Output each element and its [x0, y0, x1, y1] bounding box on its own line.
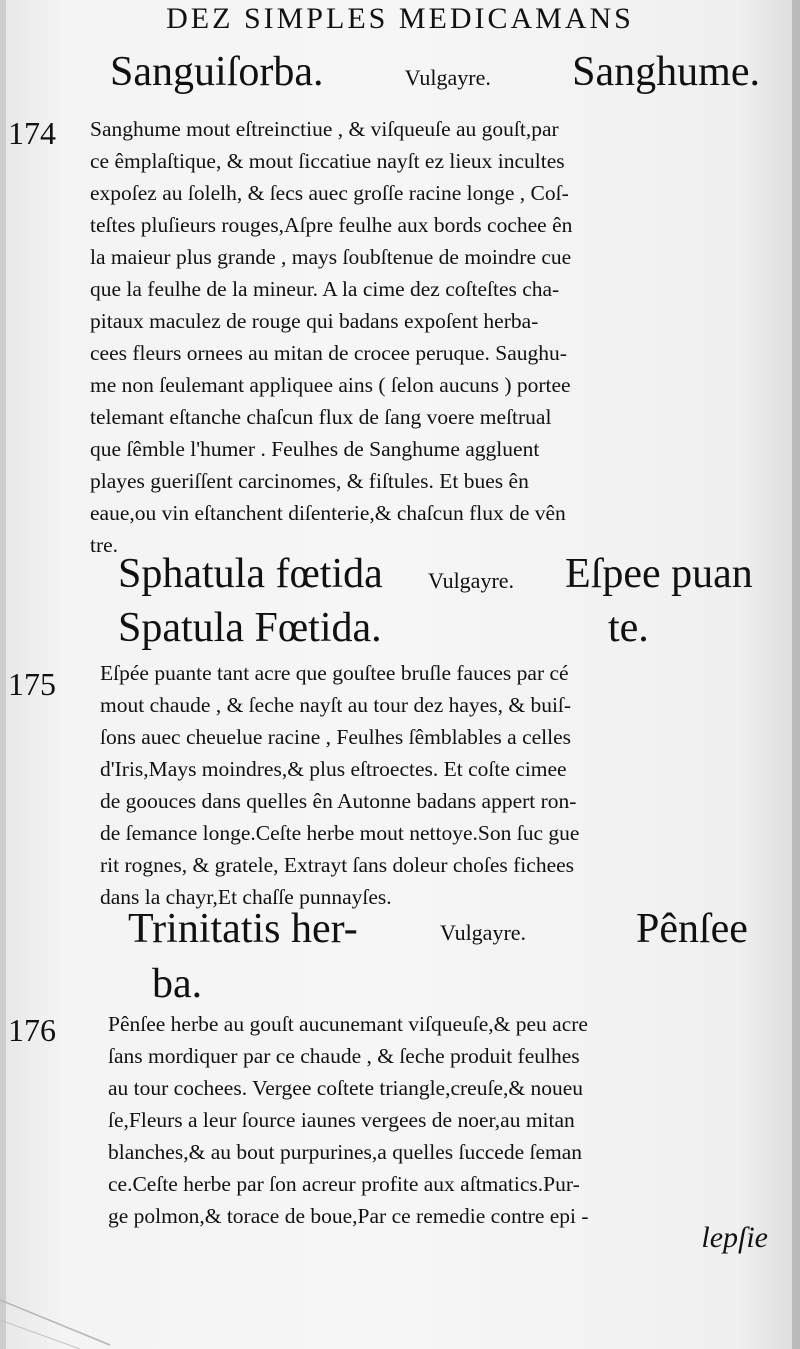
- vulgar-label: Vulgayre.: [440, 920, 527, 945]
- text-line: me non ſeulemant appliquee ains ( ſelon aucuns ) portee: [90, 373, 571, 397]
- text-line: teſtes pluſieurs rouges,Aſpre feulhe aux bords cochee ên: [90, 213, 573, 237]
- entry-number: 174: [8, 115, 56, 151]
- text-line: ſe,Fleurs a leur ſource iaunes vergees de noer,au mitan: [108, 1108, 575, 1132]
- text-line: ſans mordiquer par ce chaude , & ſeche produit feulhes: [108, 1044, 580, 1068]
- text-line: expoſez au ſolelh, & ſecs auec groſſe racine longe , Coſ-: [90, 181, 569, 205]
- text-line: ge polmon,& torace de boue,Par ce remedie contre epi -: [108, 1204, 589, 1228]
- text-line: tre.: [90, 533, 119, 557]
- text-line: ce êmplaſtique, & mout ſiccatiue nayſt ez lieux incultes: [90, 149, 565, 173]
- entry-text-176: [108, 1008, 768, 1232]
- entry-title-sanguisorba: [110, 48, 760, 96]
- text-line: d'Iris,Mays moindres,& plus eſtroectes. Et coſte cimee: [100, 757, 567, 781]
- text-line: ſons auec cheuelue racine , Feulhes ſêmblables a celles: [100, 725, 572, 749]
- latin-name-line2: Spatula Fœtida.: [118, 605, 382, 651]
- french-name-line1: Eſpee puan: [565, 551, 753, 597]
- latin-name-line1: Trinitatis her-: [128, 906, 358, 952]
- french-name: Sanghume.: [572, 49, 760, 95]
- latin-name-line1: Sphatula fœtida: [118, 551, 383, 597]
- text-line: telemant eſtanche chaſcun flux de ſang voere meſtrual: [90, 405, 552, 429]
- entry-text-175: [100, 657, 765, 913]
- text-line: cees fleurs ornees au mitan de crocee peruque. Saughu-: [90, 341, 567, 365]
- text-line: Pênſee herbe au gouſt aucunemant viſqueuſe,& peu acre: [108, 1012, 588, 1036]
- text-line: ce.Ceſte herbe par ſon acreur profite aux aſtmatics.Pur-: [108, 1172, 580, 1196]
- french-name-line2: te.: [608, 605, 649, 651]
- text-line: de goouces dans quelles ên Autonne badans appert ron-: [100, 789, 577, 813]
- vulgar-label: Vulgayre.: [428, 568, 515, 593]
- text-line: mout chaude , & ſeche nayſt au tour dez hayes, & buiſ-: [100, 693, 572, 717]
- running-head: DEZ SIMPLES MEDICAMANS: [166, 2, 634, 35]
- latin-name: Sanguiſorba.: [110, 49, 324, 95]
- text-line: Sanghume mout eſtreinctiue , & viſqueuſe au gouſt,par: [90, 117, 559, 141]
- text-line: blanches,& au bout purpurines,a quelles ſuccede ſeman: [108, 1140, 583, 1164]
- text-line: pitaux maculez de rouge qui badans expoſent herba-: [90, 309, 539, 333]
- text-line: au tour cochees. Vergee coſtete triangle,creuſe,& noueu: [108, 1076, 583, 1100]
- text-line: Eſpée puante tant acre que gouſtee bruſle fauces par cé: [100, 661, 569, 685]
- entry-text-174: [90, 113, 760, 561]
- text-line: playes gueriſſent carcinomes, & fiſtules. Et bues ên: [90, 469, 529, 493]
- entry-number: 176: [8, 1012, 56, 1048]
- entry-number: 175: [8, 666, 56, 702]
- text-line: dans la chayr,Et chaſſe punnayſes.: [100, 885, 392, 909]
- text-line: eaue,ou vin eſtanchent diſenterie,& chaſcun flux de vên: [90, 501, 566, 525]
- vulgar-label: Vulgayre.: [404, 65, 491, 90]
- catchword: lepſie: [701, 1221, 768, 1254]
- text-line: que ſêmble l'humer . Feulhes de Sanghume aggluent: [90, 437, 540, 461]
- french-name: Pênſee: [636, 906, 748, 952]
- text-line: la maieur plus grande , mays ſoubſtenue de moindre cue: [90, 245, 572, 269]
- latin-name-line2: ba.: [152, 961, 203, 1007]
- text-line: rit rognes, & gratele, Extrayt ſans doleur choſes fichees: [100, 853, 575, 877]
- text-line: que la feulhe de la mineur. A la cime dez coſteſtes cha-: [90, 277, 560, 301]
- text-line: de ſemance longe.Ceſte herbe mout nettoye.Son ſuc gue: [100, 821, 580, 845]
